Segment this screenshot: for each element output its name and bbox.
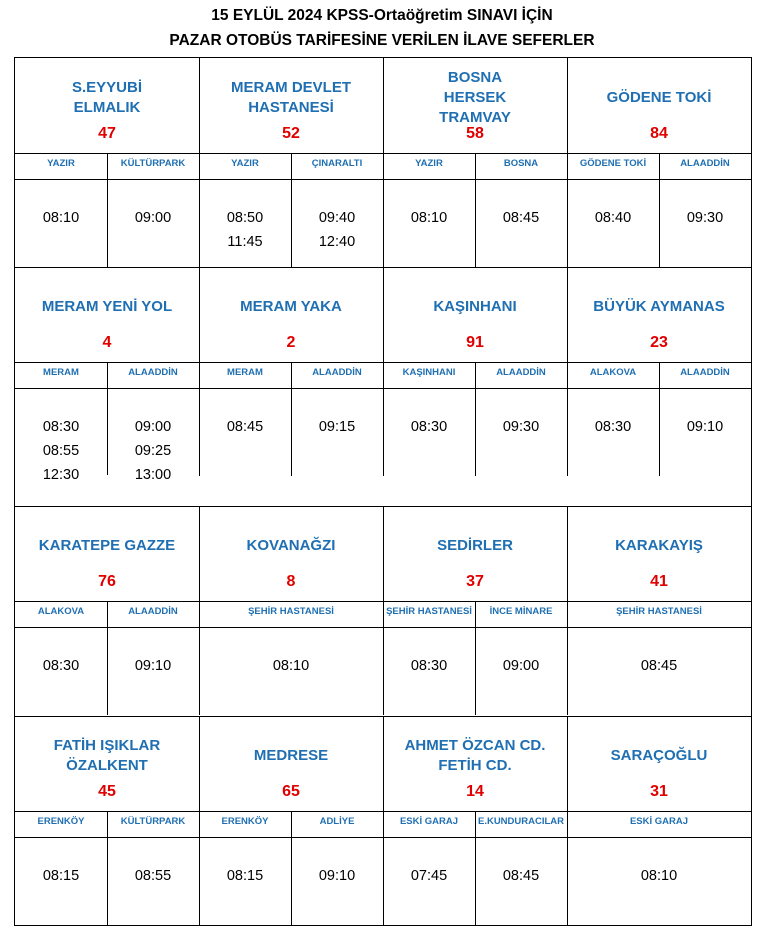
arrival-stop-label: ADLİYE (319, 816, 355, 827)
route-number: 31 (650, 783, 668, 800)
column-divider (567, 506, 568, 715)
row-divider (15, 267, 751, 268)
route-card (567, 716, 751, 925)
departure-stop-label: ŞEHİR HASTANESİ (616, 606, 702, 617)
route-name: MERAM DEVLET HASTANESİ (231, 79, 351, 116)
stop-label-divider (15, 627, 751, 628)
route-card (383, 716, 567, 925)
arrival-stop-label: ALAADDİN (680, 158, 730, 169)
stop-divider (107, 602, 108, 715)
route-card (199, 58, 383, 267)
departure-stop-label: MERAM (43, 367, 79, 378)
route-card (383, 58, 567, 267)
arrival-stop-label: İNCE MİNARE (489, 606, 553, 617)
stop-divider (107, 154, 108, 267)
stop-divider (659, 154, 660, 267)
arrival-stop-label: ALAADDİN (128, 367, 178, 378)
arrival-stop-label: ALAADDİN (312, 367, 362, 378)
departure-stop-label: ERENKÖY (37, 816, 85, 827)
departure-times: 08:10 (42, 210, 80, 226)
departure-times: 08:10 (272, 658, 310, 674)
schedule-row (15, 506, 751, 716)
departure-times: 08:10 (640, 868, 678, 884)
route-number: 84 (650, 125, 668, 142)
stop-label-divider (15, 837, 751, 838)
route-card (567, 58, 751, 267)
column-divider (199, 716, 200, 925)
arrival-stop-label: KÜLTÜRPARK (120, 158, 186, 169)
schedule-row (15, 716, 751, 925)
route-number: 8 (286, 573, 296, 590)
arrival-times: 09:30 (502, 419, 540, 435)
departure-times: 08:45 (640, 658, 678, 674)
stop-divider (475, 363, 476, 476)
departure-stop-label: YAZIR (47, 158, 75, 169)
route-name: S.EYYUBİ ELMALIK (71, 79, 143, 116)
route-name: BÜYÜK AYMANAS (593, 298, 725, 315)
departure-times: 08:30 (410, 419, 448, 435)
departure-times: 08:30 (410, 658, 448, 674)
route-name: SARAÇOĞLU (610, 747, 708, 764)
arrival-times: 08:45 (502, 868, 540, 884)
schedule-row (15, 267, 751, 506)
document-title-line-1: 15 EYLÜL 2024 KPSS-Ortaöğretim SINAVI İÇİN (211, 7, 553, 24)
departure-times: 08:30 (42, 658, 80, 674)
route-card (15, 267, 199, 483)
route-card (15, 716, 199, 925)
stop-divider (291, 812, 292, 925)
stop-divider (107, 812, 108, 925)
departure-stop-label: ALAKOVA (589, 367, 637, 378)
arrival-stop-label: BOSNA (503, 158, 539, 169)
route-number: 52 (282, 125, 300, 142)
route-card (199, 716, 383, 925)
stop-label-divider (15, 179, 751, 180)
route-number: 76 (98, 573, 116, 590)
departure-times: 08:15 (42, 868, 80, 884)
arrival-stop-label: ÇINARALTI (311, 158, 363, 169)
schedule-row (15, 58, 751, 267)
departure-stop-label: ALAKOVA (37, 606, 85, 617)
header-divider (15, 362, 751, 363)
departure-stop-label: ŞEHİR HASTANESİ (386, 606, 472, 617)
arrival-stop-label: ALAADDİN (496, 367, 546, 378)
arrival-times: 09:15 (318, 419, 356, 435)
route-name: MERAM YAKA (240, 298, 342, 315)
document-title-line-2: PAZAR OTOBÜS TARİFESİNE VERİLEN İLAVE SEFERLER (169, 32, 595, 49)
stop-divider (659, 363, 660, 476)
column-divider (567, 58, 568, 267)
route-card (15, 506, 199, 715)
route-number: 2 (286, 334, 296, 351)
arrival-times: 09:40 12:40 (318, 210, 356, 250)
route-card (199, 506, 383, 715)
route-name: GÖDENE TOKİ (606, 89, 712, 106)
route-number: 37 (466, 573, 484, 590)
departure-stop-label: ESKİ GARAJ (399, 816, 459, 827)
route-name: KARAKAYIŞ (615, 537, 703, 554)
route-name: KOVANAĞZI (246, 537, 336, 554)
departure-times: 08:45 (226, 419, 264, 435)
departure-stop-label: ERENKÖY (221, 816, 269, 827)
stop-divider (107, 363, 108, 475)
column-divider (567, 267, 568, 476)
departure-times: 08:50 11:45 (226, 210, 264, 250)
departure-stop-label: YAZIR (231, 158, 259, 169)
schedule-grid (14, 57, 752, 926)
route-name: FATİH IŞIKLAR ÖZALKENT (53, 737, 161, 774)
departure-stop-label: GÖDENE TOKİ (579, 158, 647, 169)
route-number: 14 (466, 783, 484, 800)
route-name: MERAM YENİ YOL (41, 298, 173, 315)
arrival-stop-label: E.KUNDURACILAR (477, 816, 565, 827)
arrival-stop-label: ALAADDİN (680, 367, 730, 378)
arrival-times: 09:30 (686, 210, 724, 226)
stop-label-divider (15, 388, 751, 389)
route-name: BOSNA HERSEK TRAMVAY (439, 69, 511, 126)
departure-times: 08:15 (226, 868, 264, 884)
route-card (567, 506, 751, 715)
route-card (15, 58, 199, 267)
arrival-times: 09:10 (134, 658, 172, 674)
departure-times: 08:40 (594, 210, 632, 226)
arrival-stop-label: ALAADDİN (128, 606, 178, 617)
column-divider (383, 506, 384, 715)
header-divider (15, 153, 751, 154)
departure-stop-label: YAZIR (415, 158, 443, 169)
route-name: SEDİRLER (437, 537, 513, 554)
arrival-times: 09:00 (502, 658, 540, 674)
column-divider (383, 716, 384, 925)
column-divider (383, 267, 384, 476)
arrival-stop-label: KÜLTÜRPARK (120, 816, 186, 827)
arrival-times: 08:45 (502, 210, 540, 226)
route-number: 91 (466, 334, 484, 351)
departure-stop-label: ESKİ GARAJ (629, 816, 689, 827)
departure-times: 08:30 08:55 12:30 (42, 419, 80, 483)
route-number: 4 (102, 334, 112, 351)
route-card (199, 267, 383, 476)
header-divider (15, 811, 751, 812)
route-number: 58 (466, 125, 484, 142)
departure-stop-label: KAŞINHANI (402, 367, 456, 378)
route-name: MEDRESE (253, 747, 329, 764)
stop-divider (475, 154, 476, 267)
route-number: 45 (98, 783, 116, 800)
stop-divider (475, 812, 476, 925)
route-name: KAŞINHANI (433, 298, 517, 315)
route-number: 65 (282, 783, 300, 800)
route-card (383, 506, 567, 715)
row-divider (15, 716, 751, 717)
arrival-times: 09:00 09:25 13:00 (134, 419, 172, 483)
departure-times: 08:10 (410, 210, 448, 226)
route-number: 23 (650, 334, 668, 351)
arrival-times: 09:10 (318, 868, 356, 884)
column-divider (199, 58, 200, 267)
route-number: 47 (98, 125, 116, 142)
route-number: 41 (650, 573, 668, 590)
arrival-times: 09:00 (134, 210, 172, 226)
route-name: AHMET ÖZCAN CD. FETİH CD. (404, 737, 546, 774)
arrival-times: 08:55 (134, 868, 172, 884)
departure-times: 08:30 (594, 419, 632, 435)
stop-divider (475, 602, 476, 715)
stop-divider (291, 154, 292, 267)
row-divider (15, 506, 751, 507)
arrival-times: 09:10 (686, 419, 724, 435)
column-divider (383, 58, 384, 267)
route-card (383, 267, 567, 476)
column-divider (199, 506, 200, 715)
route-name: KARATEPE GAZZE (38, 537, 176, 554)
column-divider (567, 716, 568, 925)
route-card (567, 267, 751, 476)
departure-stop-label: MERAM (227, 367, 263, 378)
header-divider (15, 601, 751, 602)
departure-stop-label: ŞEHİR HASTANESİ (248, 606, 334, 617)
stop-divider (291, 363, 292, 476)
departure-times: 07:45 (410, 868, 448, 884)
column-divider (199, 267, 200, 476)
